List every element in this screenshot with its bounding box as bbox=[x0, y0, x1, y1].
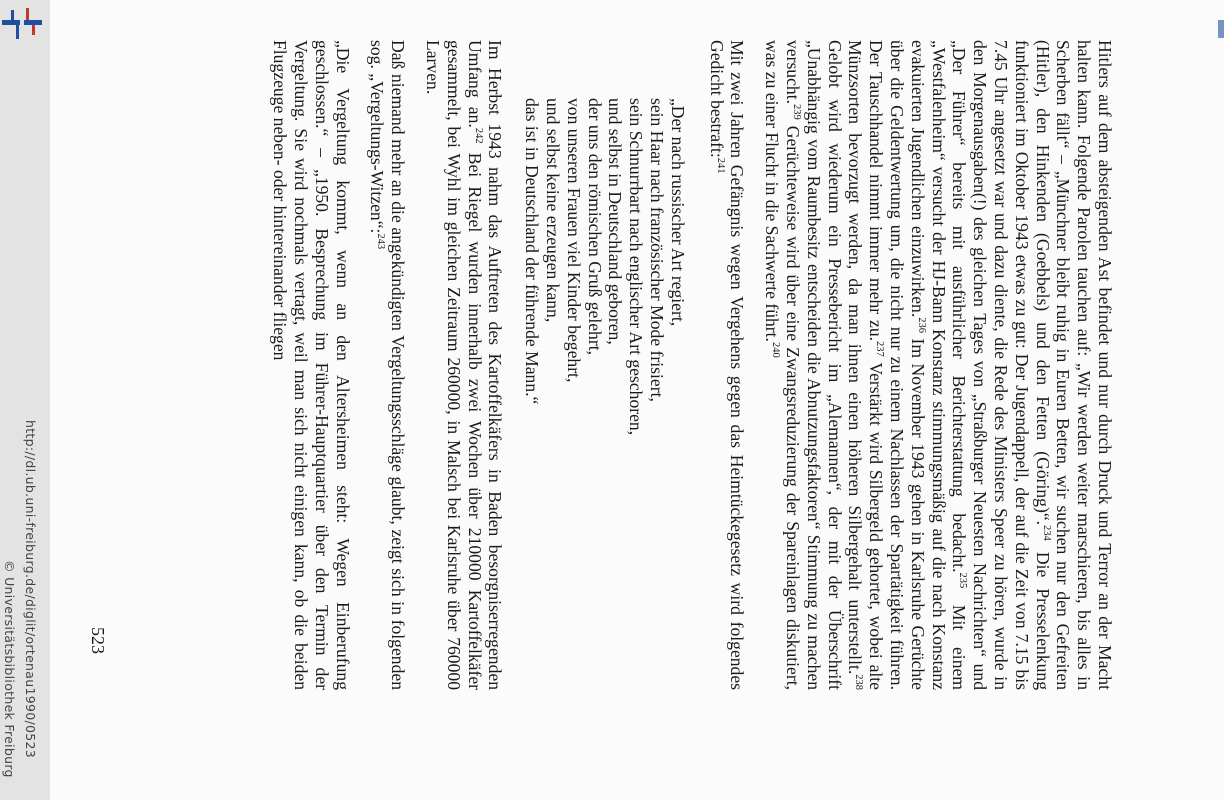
page-edge-mark bbox=[1218, 20, 1224, 38]
text-run: Daß niemand mehr an die angekündigten Vergeltungsschläge glaubt, zeigt sich in folgenden sog. „Vergeltungs-Witzen“: bbox=[367, 40, 409, 690]
paragraph bbox=[422, 40, 505, 690]
poem bbox=[521, 98, 687, 690]
poem-line: „Der nach russischer Art regiert, bbox=[667, 98, 688, 327]
poem-line: und selbst keine erzeugen kann, bbox=[543, 98, 564, 323]
source-url[interactable]: http://dl.ub.uni-freiburg.de/diglit/ortenau1990/0523 bbox=[23, 420, 38, 758]
footnote-ref: 241 bbox=[714, 157, 726, 174]
poem-line: von unseren Frauen viel Kinder begehrt, bbox=[563, 98, 584, 383]
paragraph bbox=[270, 40, 353, 690]
text-run: Gelobt wird wiederum ein Pressebericht im „Alemannen“, der mit der Überschrift „Unabhängig vom Raumbesitz entscheiden die Abnutzungsfaktoren“ Stimmung zu machen versucht. bbox=[783, 40, 845, 690]
text-run: Mit einem „Westfalenheim“ versucht der HJ-Bann Konstanz stimmungsmäßig auf die nach Konstanz evakuierten Jugendlichen einzuwirken. bbox=[907, 40, 970, 690]
text-run: „Die Vergeltung kommt, wenn an den Altersheimen steht: Wegen Einberufung geschlossen.“ – „1950. Besprechung im Führer-Hauptquartier über den Termin der Vergeltung. Sie wird nochmals vertagt, weil man sich nicht einigen kann, ob die beiden Flugzeuge neben- oder hintereinander fliegen bbox=[270, 40, 353, 690]
text-run: Hitlers auf dem absteigenden Ast befindet und nur durch Druck und Terror an der Macht halten kann. Folgende Parolen tauchen auf: „Wir werden weiter marschieren, bis alles in Scherben fällt“ – „Münchner bleibt ruhig in Euren Betten, wir suchen nur den Gefreiten (Hitler), den Hinkenden (Goebbels) und den Fetten (Göring)“. bbox=[1032, 40, 1115, 690]
poem-line: sein Haar nach französischer Mode frisiert, bbox=[647, 98, 668, 402]
library-logo-icon bbox=[2, 6, 42, 46]
poem-line: der uns den römischen Gruß gelehrt, bbox=[584, 98, 605, 355]
footnote-ref: 243 bbox=[375, 233, 387, 250]
copyright-text: © Universitätsbibliothek Freiburg bbox=[2, 560, 17, 778]
paragraph bbox=[706, 40, 748, 690]
footnote-ref: 239 bbox=[790, 104, 802, 120]
text-run: Mit zwei Jahren Gefängnis wegen Vergehens gegen das Heimtückegesetz wird folgendes Gedicht bestraft: bbox=[706, 40, 748, 690]
text-run: Im November 1943 gehen in Karlsruhe Gerüchte über die Geldentwertung um, die nicht nur zu einem Nachlassen der Spartätigkeit führen. Der Tauschhandel nimmt immer mehr zu. bbox=[866, 40, 928, 690]
footnote-ref: 237 bbox=[874, 341, 886, 357]
text-run: Im Herbst 1943 nahm das Auftreten des Kartoffelkäfers in Baden besorgniserregenden Umfang an. bbox=[464, 40, 506, 690]
footnote-ref: 238 bbox=[853, 674, 865, 690]
footnote-ref: 242 bbox=[472, 127, 484, 144]
text-run: Die Presselenkung funktioniert im Oktober 1943 etwas zu gut: Der Jugendappell, der auf die Zeit von 7.15 bis 7.45 Uhr angesetzt war und dazu diente, die Rede des Ministers Speer zu hören, wurde in den Morgenausgaben(!) des gleichen Tages von „Straßburger Neuesten Nachrichten“ und „Der Führer“ bereits mit ausführlicher Berichterstattung bedacht. bbox=[949, 40, 1053, 691]
footnote-ref: 236 bbox=[915, 317, 927, 333]
text-run: Gerüchteweise wird über eine Zwangsreduzierung der Spareinlagen diskutiert, was zu einer Flucht in die Sachwerte führt. bbox=[762, 40, 804, 690]
text-run: Verstärkt wird Silbergeld gehortet, wobei alte Münzsorten bevorzugt werden, da man ihnen einen höheren Silbergehalt unterstellt. bbox=[845, 40, 887, 690]
sidebar bbox=[0, 0, 50, 800]
paragraph bbox=[367, 40, 409, 690]
text-run: Bei Riegel wurden innerhalb zwei Wochen über 210000 Kartoffelkäfer gesammelt, bei Wyhl im gleichen Zeitraum 260000, in Malsch bei Karlsruhe über 760000 Larven. bbox=[423, 40, 485, 691]
poem-line: und selbst in Deutschland geboren, bbox=[605, 98, 626, 345]
page-number: 523 bbox=[88, 627, 108, 654]
poem-line: das ist in Deutschland der führende Mann.“ bbox=[522, 98, 543, 405]
poem-line: sein Schnurrbart nach englischer Art geschoren, bbox=[626, 98, 647, 436]
paragraph bbox=[761, 40, 1115, 690]
page-text bbox=[115, 40, 1115, 690]
footnote-ref: 240 bbox=[770, 341, 782, 358]
footnote-ref: 234 bbox=[1040, 525, 1052, 541]
footnote-ref: 235 bbox=[957, 572, 969, 589]
